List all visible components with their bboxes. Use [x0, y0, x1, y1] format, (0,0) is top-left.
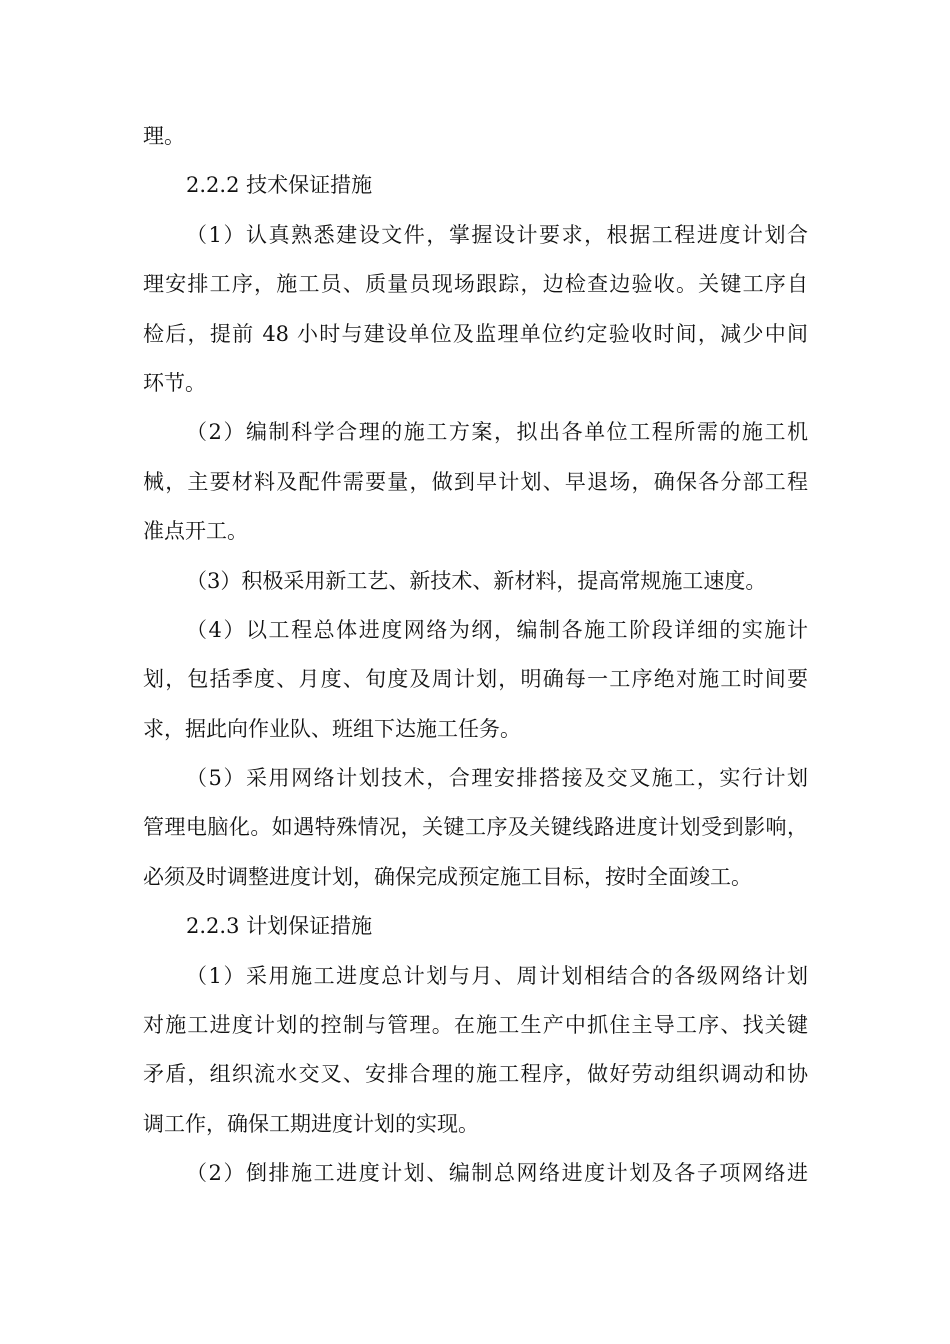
section-heading-2-2-3: 2.2.3 计划保证措施	[186, 914, 373, 939]
paragraph-line: 求，据此向作业队、班组下达施工任务。	[143, 716, 521, 741]
paragraph-line: 必须及时调整进度计划，确保完成预定施工目标，按时全面竣工。	[143, 864, 752, 889]
paragraph-line: 准点开工。	[143, 519, 248, 544]
paragraph-line: 环节。	[143, 370, 206, 395]
document-body	[143, 112, 808, 1199]
paragraph-line: （3）积极采用新工艺、新技术、新材料，提高常规施工速度。	[186, 568, 767, 593]
paragraph-line: 械，主要材料及配件需要量，做到早计划、早退场，确保各分部工程	[143, 469, 808, 494]
paragraph-line: 矛盾，组织流水交叉、安排合理的施工程序，做好劳动组织调动和协	[143, 1062, 808, 1087]
paragraph-line: 管理电脑化。如遇特殊情况，关键工序及关键线路进度计划受到影响，	[143, 815, 808, 840]
paragraph-line: 对施工进度计划的控制与管理。在施工生产中抓住主导工序、找关键	[143, 1013, 808, 1038]
paragraph-line: 理安排工序，施工员、质量员现场跟踪，边检查边验收。关键工序自	[143, 272, 808, 297]
paragraph-line: 理。	[143, 124, 185, 148]
paragraph-line: （2）编制科学合理的施工方案，拟出各单位工程所需的施工机	[186, 420, 808, 445]
paragraph-line: 划，包括季度、月度、旬度及周计划，明确每一工序绝对施工时间要	[143, 667, 808, 692]
paragraph-line: （5）采用网络计划技术，合理安排搭接及交叉施工，实行计划	[186, 766, 808, 791]
paragraph-line: （1）认真熟悉建设文件，掌握设计要求，根据工程进度计划合	[186, 222, 808, 247]
paragraph-line: 检后，提前 48 小时与建设单位及监理单位约定验收时间，减少中间	[143, 321, 808, 346]
section-heading-2-2-2: 2.2.2 技术保证措施	[186, 173, 373, 198]
paragraph-line: （4）以工程总体进度网络为纲，编制各施工阶段详细的实施计	[186, 617, 808, 642]
paragraph-line: （1）采用施工进度总计划与月、周计划相结合的各级网络计划	[186, 963, 808, 988]
paragraph-line: 调工作，确保工期进度计划的实现。	[143, 1111, 479, 1136]
paragraph-line: （2）倒排施工进度计划、编制总网络进度计划及各子项网络进	[186, 1161, 808, 1186]
